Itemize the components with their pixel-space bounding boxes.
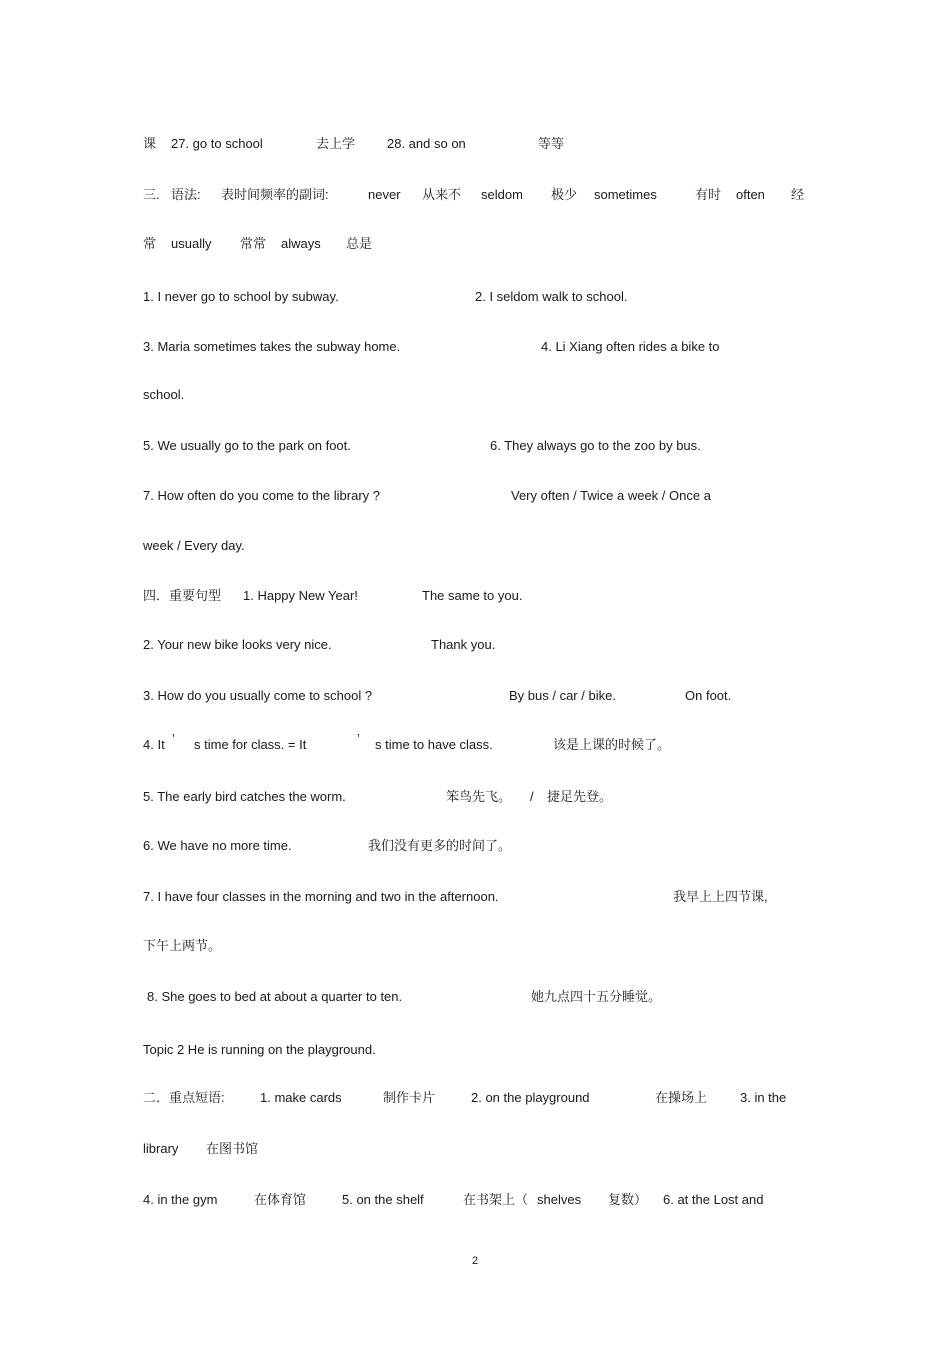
- text-line: [0, 287, 950, 307]
- text-line: [0, 436, 950, 456]
- text-line: [0, 836, 950, 856]
- text-segment: 1. make cards: [260, 1090, 342, 1105]
- text-segment: Very often / Twice a week / Once a: [511, 488, 711, 503]
- text-segment: 四．重要句型: [143, 588, 222, 603]
- text-line: [0, 486, 950, 506]
- text-segment: 5. The early bird catches the worm.: [143, 789, 346, 804]
- text-segment: 我早上上四节课,: [673, 889, 768, 904]
- text-segment: 三.: [143, 187, 160, 202]
- text-segment: always: [281, 236, 321, 251]
- text-segment: 下午上两节。: [143, 938, 222, 953]
- text-segment: 等等: [538, 136, 565, 151]
- text-segment: week / Every day.: [143, 538, 245, 553]
- text-segment: 笨鸟先飞。: [446, 789, 512, 804]
- text-segment: 8. She goes to bed at about a quarter to ten.: [147, 989, 403, 1004]
- text-segment: 复数）: [608, 1192, 648, 1207]
- text-segment: 5. on the shelf: [342, 1192, 424, 1207]
- text-segment: 常常: [240, 236, 267, 251]
- text-line: [0, 536, 950, 556]
- text-segment: 在体育馆: [254, 1192, 307, 1207]
- text-segment: Topic 2 He is running on the playground.: [143, 1042, 376, 1057]
- text-segment: library: [143, 1141, 179, 1156]
- text-segment: By bus / car / bike.: [509, 688, 616, 703]
- text-line: [0, 1190, 950, 1210]
- text-line: [0, 385, 950, 405]
- text-segment: 从来不: [422, 187, 462, 202]
- text-line: [0, 185, 950, 205]
- text-segment: 表时间频率的副词:: [221, 187, 329, 202]
- text-segment: 她九点四十五分睡觉。: [531, 989, 662, 1004]
- text-segment: /: [530, 789, 534, 804]
- text-segment: 极少: [551, 187, 578, 202]
- text-segment: sometimes: [594, 187, 657, 202]
- text-segment: 我们没有更多的时间了。: [368, 838, 512, 853]
- text-segment: 2. Your new bike looks very nice.: [143, 637, 332, 652]
- text-segment: 课: [143, 136, 157, 151]
- text-segment: 4. Li Xiang often rides a bike to: [541, 339, 720, 354]
- page-number: 2: [471, 1255, 479, 1267]
- text-segment: 2. I seldom walk to school.: [475, 289, 628, 304]
- text-line: [0, 635, 950, 655]
- text-segment: 在操场上: [655, 1090, 708, 1105]
- text-segment: 在书架上（: [463, 1192, 529, 1207]
- text-segment: 在图书馆: [206, 1141, 259, 1156]
- text-segment: On foot.: [685, 688, 732, 703]
- text-segment: 有时: [695, 187, 722, 202]
- text-segment: 2. on the playground: [471, 1090, 590, 1105]
- text-segment: s time for class. = It: [194, 737, 307, 752]
- text-segment: 1. Happy New Year!: [243, 588, 358, 603]
- text-segment: 6. We have no more time.: [143, 838, 292, 853]
- text-segment: never: [368, 187, 401, 202]
- text-segment: 常: [143, 236, 157, 251]
- text-segment: school.: [143, 387, 185, 402]
- text-segment: Thank you.: [431, 637, 496, 652]
- text-segment: 总是: [346, 236, 373, 251]
- text-line: [0, 1088, 950, 1108]
- text-segment: 5. We usually go to the park on foot.: [143, 438, 351, 453]
- text-segment: 27. go to school: [171, 136, 263, 151]
- text-segment: 二．重点短语:: [143, 1090, 225, 1105]
- text-segment: 6. at the Lost and: [663, 1192, 764, 1207]
- text-segment: 3. in the: [740, 1090, 787, 1105]
- text-segment: 4. It: [143, 737, 165, 752]
- text-line: [0, 936, 950, 956]
- topic-heading: [0, 1040, 950, 1060]
- text-line: [0, 1139, 950, 1159]
- text-line: [0, 731, 950, 755]
- text-segment: 捷足先登。: [547, 789, 613, 804]
- text-segment: seldom: [481, 187, 523, 202]
- text-segment: 去上学: [316, 136, 356, 151]
- text-segment: 3. Maria sometimes takes the subway home.: [143, 339, 401, 354]
- text-segment: 28. and so on: [387, 136, 466, 151]
- text-segment: The same to you.: [422, 588, 523, 603]
- text-segment: 语法:: [171, 187, 201, 202]
- text-segment: 7. How often do you come to the library ?: [143, 488, 381, 503]
- text-line: [0, 586, 950, 606]
- text-segment: 3. How do you usually come to school ?: [143, 688, 373, 703]
- text-segment: 1. I never go to school by subway.: [143, 289, 339, 304]
- text-segment: 该是上课的时候了。: [553, 737, 671, 752]
- text-segment: 制作卡片: [383, 1090, 436, 1105]
- text-segment: 6. They always go to the zoo by bus.: [490, 438, 701, 453]
- text-line: [0, 787, 950, 807]
- text-segment: s time to have class.: [375, 737, 493, 752]
- text-segment: 7. I have four classes in the morning and two in the afternoon.: [143, 889, 499, 904]
- text-segment: shelves: [537, 1192, 582, 1207]
- text-line: [0, 134, 950, 154]
- text-segment: 经: [791, 187, 805, 202]
- text-segment: often: [736, 187, 765, 202]
- apostrophe-mark: ’: [172, 731, 175, 746]
- text-line: [0, 337, 950, 357]
- text-line: [0, 887, 950, 907]
- text-line: [0, 686, 950, 706]
- text-line: [0, 234, 950, 254]
- text-line: [0, 987, 950, 1007]
- text-segment: 4. in the gym: [143, 1192, 218, 1207]
- apostrophe-mark: ’: [357, 731, 360, 746]
- text-segment: usually: [171, 236, 212, 251]
